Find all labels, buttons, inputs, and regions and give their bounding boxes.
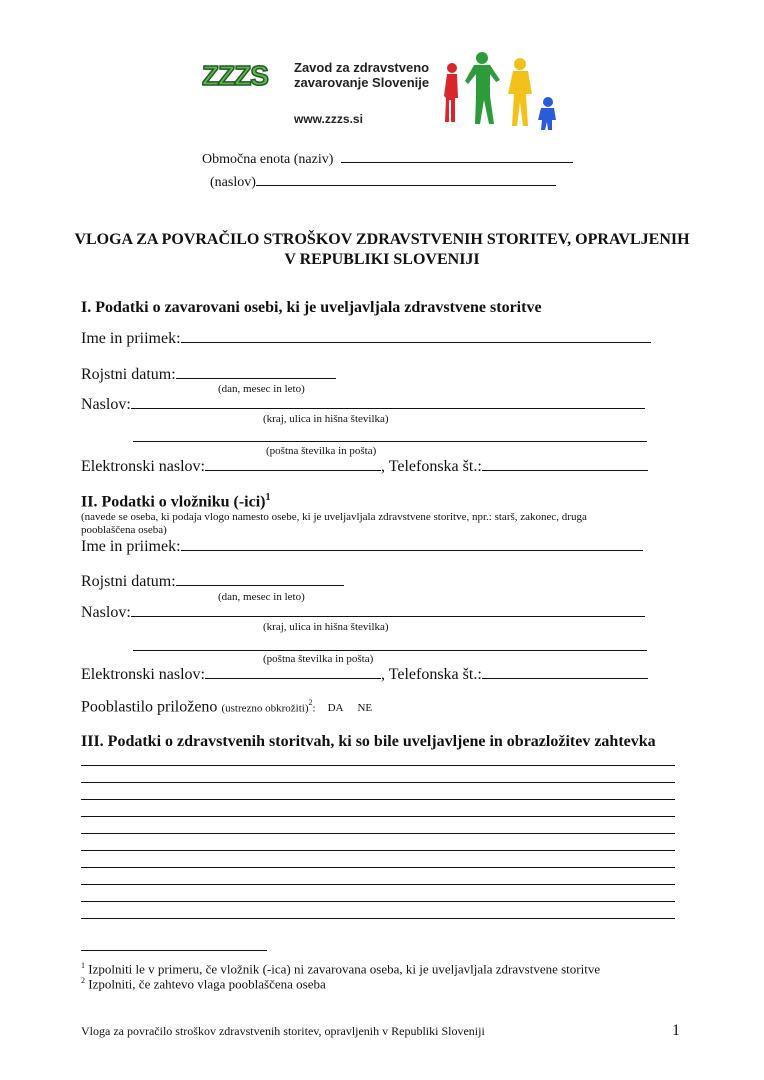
s2-dob-label: Rojstni datum:: [81, 573, 176, 590]
s2-contact-field[interactable]: [81, 666, 648, 684]
s1-address-line: [131, 396, 645, 409]
s2-phone-label: , Telefonska št.:: [380, 666, 482, 683]
s2-authorization-row: Pooblastilo priloženo (ustrezno obkrožiti)$^2$: DA NE: [81, 698, 373, 716]
s1-phone-line: [482, 458, 648, 471]
s2-name-line: [181, 538, 643, 551]
logo-url: www.zzzs.si: [294, 112, 363, 126]
page-number: 1: [672, 1022, 680, 1039]
form-title: [40, 230, 724, 270]
regional-address-label: (naslov): [210, 175, 256, 190]
footnote-2: [81, 976, 326, 992]
logo-org-line2: zavarovanje Slovenije: [294, 75, 430, 90]
footnote-1-text: Izpolniti le v primeru, če vložnik (-ica) ni zavarovana oseba, ki je uveljavljala zdravstvene storitve: [88, 961, 601, 977]
zzzs-logo: [198, 50, 560, 132]
s2-postal-line[interactable]: [133, 650, 647, 651]
section2-heading: [81, 492, 270, 511]
s1-name-label: Ime in priimek:: [81, 330, 181, 347]
s2-dob-hint: (dan, mesec in leto): [218, 591, 305, 603]
footnote-1: [81, 961, 600, 977]
s2-authorization-ref: 2: [308, 698, 313, 707]
s2-name-field[interactable]: [81, 538, 643, 556]
s2-option-yes[interactable]: DA: [327, 702, 344, 715]
s3-line[interactable]: [81, 799, 675, 800]
s3-line[interactable]: [81, 884, 675, 885]
page-footer-text: Vloga za povračilo stroškov zdravstvenih storitev, opravljenih v Republiki Sloveniji: [81, 1024, 485, 1038]
s1-email-line: [205, 458, 381, 471]
s3-line[interactable]: [81, 765, 675, 766]
s3-line[interactable]: [81, 850, 675, 851]
s3-line[interactable]: [81, 816, 675, 817]
regional-unit-label: Območna enota (naziv): [202, 152, 334, 167]
s2-email-label: Elektronski naslov:: [81, 666, 205, 683]
s2-phone-line: [482, 666, 648, 679]
s1-address-label: Naslov:: [81, 396, 131, 413]
regional-address-line: [256, 173, 556, 186]
s2-postal-hint: (poštna številka in pošta): [263, 653, 374, 665]
s3-line[interactable]: [81, 901, 675, 902]
s1-dob-field[interactable]: [81, 366, 336, 384]
s1-postal-hint: (poštna številka in pošta): [266, 445, 377, 457]
section2-note: (navede se oseba, ki podaja vlogo namesto osebe, ki je uveljavljala zdravstvene storitve, npr.: starš, zakonec, druga pooblaščena oseba): [81, 511, 587, 536]
family-figures-icon: [438, 50, 560, 132]
s1-dob-line: [176, 366, 336, 379]
s2-dob-line: [176, 573, 344, 586]
section3-heading: III. Podatki o zdravstvenih storitvah, ki so bile uveljavljene in obrazložitev zahtevka: [81, 733, 656, 750]
footnote-separator: [81, 950, 267, 951]
section2-footnote-ref: 1: [265, 492, 271, 503]
s1-contact-field[interactable]: [81, 458, 648, 476]
s2-authorization-label: Pooblastilo priloženo: [81, 698, 218, 716]
s2-name-label: Ime in priimek:: [81, 538, 181, 555]
s2-dob-field[interactable]: [81, 573, 344, 591]
form-title-line2: V REPUBLIKI SLOVENIJI: [284, 251, 480, 268]
s3-line[interactable]: [81, 867, 675, 868]
section2-heading-text: II. Podatki o vložniku (-ici): [81, 493, 266, 511]
logo-org-name: [294, 60, 429, 90]
s1-address-hint: (kraj, ulica in hišna številka): [263, 413, 389, 425]
s2-authorization-hint: (ustrezno obkrožiti): [221, 702, 309, 715]
footnote-1-num: 1: [81, 961, 85, 970]
footnote-2-text: Izpolniti, če zahtevo vlaga pooblaščena oseba: [88, 976, 326, 992]
footnote-2-num: 2: [81, 976, 85, 985]
s1-email-label: Elektronski naslov:: [81, 458, 205, 475]
s2-address-field[interactable]: [81, 604, 645, 622]
regional-address-field[interactable]: [210, 173, 556, 191]
regional-unit-line: [341, 150, 573, 163]
s2-option-no[interactable]: NE: [357, 702, 373, 715]
section1-heading: I. Podatki o zavarovani osebi, ki je uveljavljala zdravstvene storitve: [81, 299, 542, 316]
s1-dob-label: Rojstni datum:: [81, 366, 176, 383]
s2-address-label: Naslov:: [81, 604, 131, 621]
s2-email-line: [205, 666, 381, 679]
s1-address-field[interactable]: [81, 396, 645, 414]
s3-line[interactable]: [81, 833, 675, 834]
s1-postal-line[interactable]: [133, 441, 647, 442]
s1-name-field[interactable]: [81, 330, 651, 348]
s1-name-line: [181, 330, 651, 343]
s2-address-line: [131, 604, 645, 617]
logo-org-line1: Zavod za zdravstveno: [294, 60, 430, 75]
s3-line[interactable]: [81, 918, 675, 919]
s1-phone-label: , Telefonska št.:: [380, 458, 482, 475]
s3-line[interactable]: [81, 782, 675, 783]
s2-address-hint: (kraj, ulica in hišna številka): [263, 621, 389, 633]
zzzs-logo-mark: ZZZS: [202, 60, 268, 91]
form-title-line1: VLOGA ZA POVRAČILO STROŠKOV ZDRAVSTVENIH STORITEV, OPRAVLJENIH: [74, 231, 690, 248]
regional-unit-field[interactable]: [202, 150, 573, 168]
s1-dob-hint: (dan, mesec in leto): [218, 383, 305, 395]
